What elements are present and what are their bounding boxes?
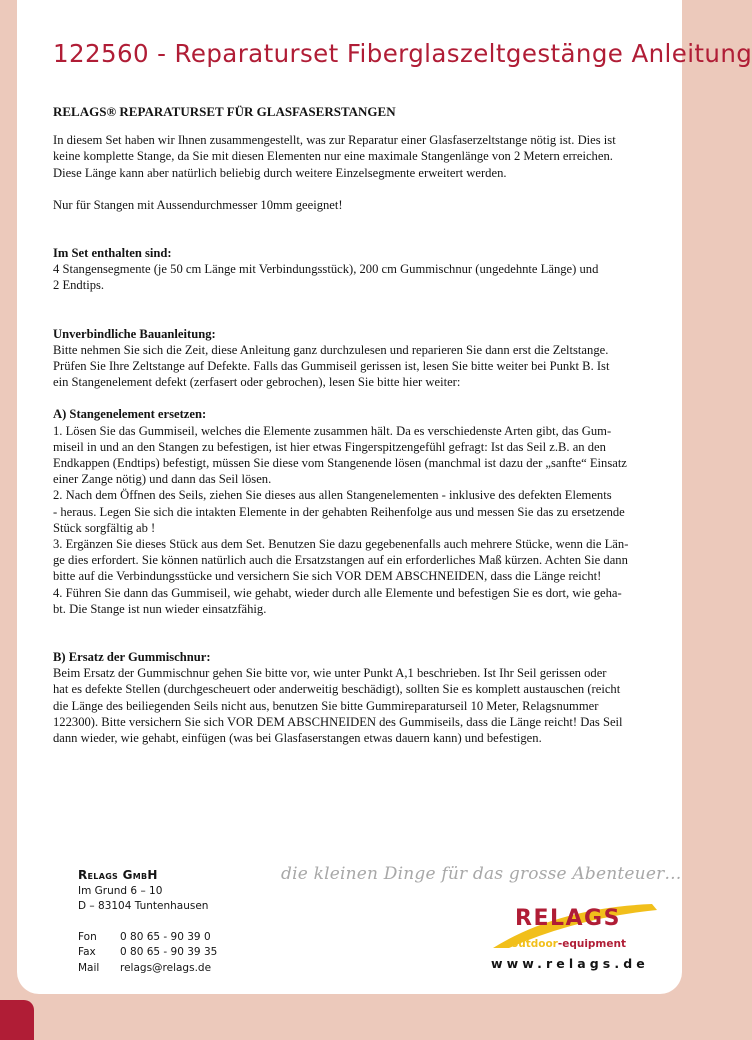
contact-phone [78,930,217,946]
contact-label: Fax [78,946,96,958]
contact-fax [78,945,217,961]
document-body [53,104,669,746]
contact-label: Fon [78,930,97,943]
guide-heading: Unverbindliche Bauanleitung: [53,326,216,341]
logo-tagline [511,938,626,950]
relags-logo [487,898,662,954]
corner-accent [0,1000,34,1040]
logo-tagline-equipment: -equipment [557,938,626,950]
document-page [17,0,752,994]
diameter-note: Nur für Stangen mit Aussendurchmesser 10mm geeignet! [53,197,343,212]
company-city: D – 83104 Tuntenhausen [78,900,209,912]
section-b-paragraph: Beim Ersatz der Gummischnur gehen Sie bitte vor, wie unter Punkt A,1 beschrieben. Ist Ihr Seil gerissen oder hat es defekte Stellen (durchgescheuert oder anderweitig beschädigt), sollten Sie es komplett austauschen (reicht die Länge des beiliegenden Seils nicht aus, benutzen Sie bitte Gummireparaturseil 10 Meter, Relagsnummer 122300). Bitte versichern Sie sich VOR DEM ABSCHNEIDEN des Gummiseils, dass die Länge reicht! Das Seil dann wieder, wie gehabt, einfügen (was bei Glasfaserstangen etwas dauern kann) und befestigen. [53,666,623,746]
contact-label: Mail [78,961,100,974]
contents-paragraph: 4 Stangensegmente (je 50 cm Länge mit Verbindungsstück), 200 cm Gummischnur (ungedehnte Länge) und 2 Endtips. [53,262,599,293]
company-address-block [78,868,217,976]
company-street: Im Grund 6 – 10 [78,884,163,897]
guide-paragraph: Bitte nehmen Sie sich die Zeit, diese Anleitung ganz durchzulesen und reparieren Sie dann erst die Zeltstange. Prüfen Sie Ihre Zeltstange auf Defekte. Falls das Gummiseil gerissen ist, lesen Sie bitte weiter bei Punkt B. Ist ein Stangenelement defekt (zerfasert oder gebrochen), lesen Sie bitte hier weiter: [53,342,610,390]
section-a-paragraph: 1. Lösen Sie das Gummiseil, welches die Elemente zusammen hält. Da es verschiedenste Arten gibt, das Gum- miseil in und an den Stangen zu befestigen, ist hier etwas Fingerspitzengefühl gefragt: Ist das Seil z.B. an den Endkappen (Endtips) befestigt, müssen Sie diese vom Stangenende lösen (manchmal ist dazu der „sanfte“ Einsatz einer Zange nötig) und dann das Seil lösen. 2. Nach dem Öffnen des Seils, ziehen Sie dieses aus allen Stangenelementen - inklusive des defekten Elements - heraus. Legen Sie sich die intakten Elemente in der gehabten Reihenfolge aus und messen Sie das zu ersetzende Stück sorgfältig ab ! 3. Ergänzen Sie dieses Stück aus dem Set. Benutzen Sie dazu gegebenenfalls auch mehrere Stücke, wenn die Län- ge dies erfordert. Sie können natürlich auch die Ersatzstangen auf ein erforderliches Maß kürzen. Achten Sie dann bitte auf die Verbindungsstücke und versichern Sie sich VOR DEM ABSCHNEIDEN, dass die Länge reicht! 4. Führen Sie dann das Gummiseil, wie gehabt, wieder durch alle Elemente und befestigen Sie es dort, wie geha- bt. Die Stange ist nun wieder einsatzfähig. [53,423,629,616]
contact-value[interactable]: relags@relags.de [120,961,212,974]
section-a-heading: A) Stangenelement ersetzen: [53,407,207,422]
contact-mail [78,961,217,977]
intro-paragraph: In diesem Set haben wir Ihnen zusammengestellt, was zur Reparatur einer Glasfaserzeltstange nötig ist. Dies ist keine komplette Stange, da Sie mit diesen Elementen nur eine maximale Stangenlänge von 2 Metern erreichen. Diese Länge kann aber natürlich beliebig durch weitere Einzelsegmente erweitert werden. [53,133,616,180]
contact-value: 0 80 65 - 90 39 0 [120,930,211,943]
document-title: 122560 - Reparaturset Fiberglaszeltgestänge Anleitung [53,39,752,68]
main-heading: RELAGS® REPARATURSET FÜR GLASFASERSTANGEN [53,104,396,119]
section-b-heading: B) Ersatz der Gummischnur: [53,650,211,665]
logo-wordmark: RELAGS [515,906,621,931]
website-url[interactable]: www.relags.de [491,956,649,971]
slogan: die kleinen Dinge für das grosse Abenteuer… [281,864,682,884]
contact-value: 0 80 65 - 90 39 35 [120,946,218,958]
contents-heading: Im Set enthalten sind: [53,246,172,261]
company-name: Relags GmbH [78,868,158,882]
logo-tagline-outdoor: outdoor [511,938,558,950]
